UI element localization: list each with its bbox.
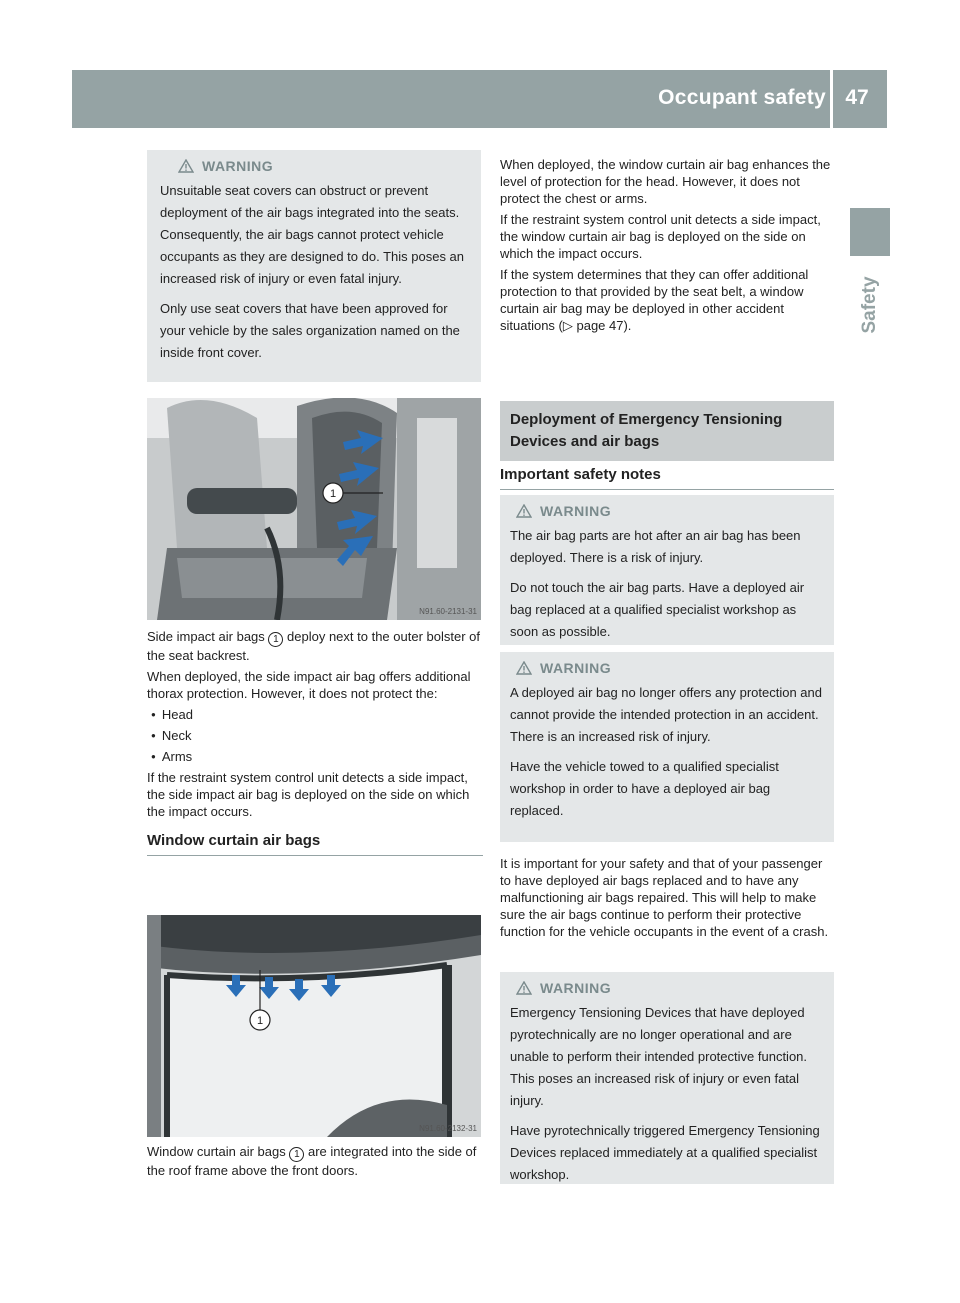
page-reference-link[interactable]: (▷ page 47). [558, 318, 632, 333]
list-item: ● Head [151, 706, 483, 723]
warning-header [510, 660, 824, 676]
header-divider [830, 70, 833, 128]
warning-text: A deployed air bag no longer offers any protection and cannot provide the intended protection in an accident. There is an increased risk of injury. [510, 685, 822, 744]
paragraph-important-block [500, 855, 834, 944]
divider [500, 489, 834, 490]
warning-triangle-icon [516, 661, 532, 675]
warning-instruction: Do not touch the air bag parts. Have a deployed air bag replaced at a qualified specialist workshop as soon as possible. [510, 580, 805, 639]
warning-label: WARNING [202, 158, 274, 174]
caption-window-curtain: Window curtain air bags 1 are integrated into the side of the roof frame above the front doors. [147, 1144, 477, 1178]
paragraph-curtain-deployed: When deployed, the window curtain air bag enhances the level of protection for the head. However, it does not protect the chest or arms. [500, 157, 831, 206]
callout-marker: 1 [289, 1147, 304, 1162]
warning-instruction: Have the vehicle towed to a qualified specialist workshop in order to have a deployed air bag replaced. [510, 759, 779, 818]
paragraph-curtain-additional: If the system determines that they can offer additional protection to that provided by the seat belt, a window curtain air bag may be deployed in other accident situations (▷ page 47). [500, 267, 809, 333]
paragraph-curtain-restraint: If the restraint system control unit detects a side impact, the window curtain air bag is deployed on the side on which the impact occurs. [500, 212, 821, 261]
warning-triangle-icon [516, 504, 532, 518]
caption-side-airbags: Side impact air bags 1 deploy next to the outer bolster of the seat backrest. [147, 629, 480, 663]
warning-header [510, 503, 824, 519]
divider [147, 855, 483, 856]
callout-marker: 1 [268, 632, 283, 647]
warning-text: The air bag parts are hot after an air bag has been deployed. There is a risk of injury. [510, 528, 801, 565]
image-code: N91.60-2131-31 [419, 607, 477, 616]
warning-label: WARNING [540, 660, 612, 676]
warning-box-hot-parts [500, 495, 834, 645]
warning-text: Emergency Tensioning Devices that have deployed pyrotechnically are no longer operational and are unable to perform their intended protective function. This poses an increased risk of injury or even fatal injury. [510, 1005, 808, 1108]
warning-box-tensioning-devices [500, 972, 834, 1184]
warning-box-seat-covers [147, 150, 481, 382]
warning-label: WARNING [540, 503, 612, 519]
subheading-window-curtain: Window curtain air bags [147, 832, 321, 849]
warning-triangle-icon [178, 159, 194, 173]
left-column-text [147, 628, 483, 866]
page-number: 47 [845, 86, 869, 109]
paragraph-restraint: If the restraint system control unit detects a side impact, the side impact air bag is deployed on the side on which the impact occurs. [147, 770, 470, 819]
warning-instruction: Have pyrotechnically triggered Emergency Tensioning Devices replaced immediately at a qualified specialist workshop. [510, 1123, 820, 1182]
seat-airbag-illustration [147, 398, 481, 620]
callout-marker: 1 [329, 488, 337, 500]
page-section-title: Occupant safety [658, 86, 826, 109]
subheading-important-safety-notes: Important safety notes [500, 466, 661, 483]
chapter-label: Safety [859, 276, 880, 334]
warning-instruction: Only use seat covers that have been approved for your vehicle by the sales organization named on the inside front cover. [160, 301, 460, 360]
list-item: ● Neck [151, 727, 483, 744]
warning-triangle-icon [516, 981, 532, 995]
callout-marker: 1 [256, 1015, 264, 1027]
warning-label: WARNING [540, 980, 612, 996]
list-item: ● Arms [151, 748, 483, 765]
chapter-tab [850, 208, 890, 256]
section-title-deployment: Deployment of Emergency Tensioning Devices and air bags [500, 401, 834, 461]
warning-box-deployed-airbag [500, 652, 834, 842]
warning-header [160, 158, 468, 174]
right-column-text [500, 156, 834, 338]
warning-header [510, 980, 824, 996]
image-code: N91.60-2132-31 [419, 1124, 477, 1133]
paragraph-deployed: When deployed, the side impact air bag offers additional thorax protection. However, it does not protect the: [147, 669, 471, 701]
warning-text: Unsuitable seat covers can obstruct or prevent deployment of the air bags integrated into the seats. Consequently, the air bags cannot protect vehicle occupants as they are designed to do. This poses an increased risk of injury or even fatal injury. [160, 183, 465, 286]
window-curtain-illustration [147, 915, 481, 1137]
paragraph-important: It is important for your safety and that of your passenger to have deployed air bags replaced and to have any malfunctioning air bags repaired. This will help to make sure the air bags continue to perform their protective function for the vehicle occupants in the event of a crash. [500, 856, 829, 939]
